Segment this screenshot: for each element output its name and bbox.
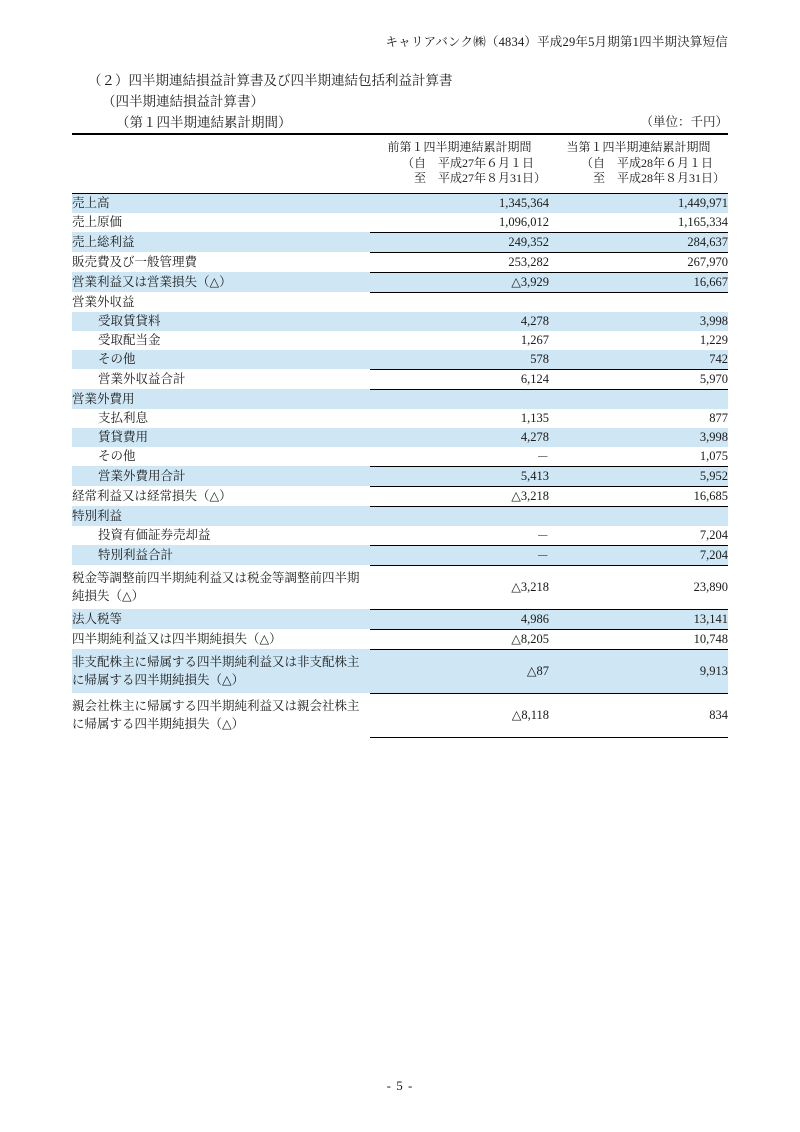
row-value-current: 13,141 bbox=[549, 609, 728, 629]
row-label: 売上総利益 bbox=[72, 232, 370, 252]
table-row bbox=[72, 545, 728, 565]
section-headings bbox=[88, 70, 453, 133]
table-row bbox=[72, 609, 728, 629]
row-value-prior: 5,413 bbox=[370, 466, 549, 486]
table-row bbox=[72, 272, 728, 292]
row-label: 特別利益 bbox=[72, 506, 370, 526]
column-header-current-period bbox=[549, 134, 728, 193]
current-period-title: 当第１四半期連結累計期間 bbox=[566, 140, 711, 154]
row-value-prior: 4,278 bbox=[370, 312, 549, 331]
table-row bbox=[72, 506, 728, 526]
table-row bbox=[72, 486, 728, 506]
row-value-current: 3,998 bbox=[549, 312, 728, 331]
row-value-current: 23,890 bbox=[549, 565, 728, 609]
row-value-prior: 6,124 bbox=[370, 369, 549, 389]
row-value-current: 1,229 bbox=[549, 331, 728, 350]
row-value-prior: △3,218 bbox=[370, 565, 549, 609]
table-row bbox=[72, 649, 728, 693]
table-row bbox=[72, 565, 728, 609]
row-label: 投資有価証券売却益 bbox=[72, 526, 370, 546]
table-row bbox=[72, 409, 728, 428]
row-value-prior: △3,929 bbox=[370, 272, 549, 292]
row-value-current: 5,952 bbox=[549, 466, 728, 486]
table-row bbox=[72, 213, 728, 233]
row-value-prior: △87 bbox=[370, 649, 549, 693]
row-value-current bbox=[549, 389, 728, 409]
row-value-current: 16,685 bbox=[549, 486, 728, 506]
row-value-prior: △8,205 bbox=[370, 629, 549, 649]
table-row bbox=[72, 331, 728, 350]
row-value-current: 7,204 bbox=[549, 545, 728, 565]
row-value-prior bbox=[370, 292, 549, 312]
row-value-current: 742 bbox=[549, 350, 728, 370]
running-header: キャリアバンク㈱（4834）平成29年5月期第1四半期決算短信 bbox=[385, 35, 728, 49]
row-label: 四半期純利益又は四半期純損失（△） bbox=[72, 629, 370, 649]
row-label: その他 bbox=[72, 447, 370, 467]
column-header-prior-period bbox=[370, 134, 549, 193]
table-row bbox=[72, 466, 728, 486]
row-value-prior: － bbox=[370, 447, 549, 467]
row-label: 特別利益合計 bbox=[72, 545, 370, 565]
table-row bbox=[72, 292, 728, 312]
row-label: 売上高 bbox=[72, 193, 370, 213]
row-label: 販売費及び一般管理費 bbox=[72, 252, 370, 272]
table-row bbox=[72, 369, 728, 389]
row-value-current: 5,970 bbox=[549, 369, 728, 389]
heading-level-1: （２）四半期連結損益計算書及び四半期連結包括利益計算書 bbox=[88, 73, 453, 88]
row-label: 営業外収益合計 bbox=[72, 369, 370, 389]
prior-period-from: （自 平成27年６月１日 bbox=[402, 155, 535, 170]
current-period-to: 至 平成28年８月31日） bbox=[581, 171, 726, 185]
row-value-current: 834 bbox=[549, 693, 728, 737]
row-value-current: 877 bbox=[549, 409, 728, 428]
table-row bbox=[72, 693, 728, 737]
row-label: 営業利益又は営業損失（△） bbox=[72, 272, 370, 292]
row-label: 売上原価 bbox=[72, 213, 370, 233]
table-row bbox=[72, 252, 728, 272]
row-label: 親会社株主に帰属する四半期純利益又は親会社株主に帰属する四半期純損失（△） bbox=[72, 693, 370, 737]
row-value-prior: 4,986 bbox=[370, 609, 549, 629]
heading-level-2: （四半期連結損益計算書） bbox=[102, 94, 264, 109]
row-label: 賃貸費用 bbox=[72, 428, 370, 447]
table-row bbox=[72, 629, 728, 649]
row-value-current: 284,637 bbox=[549, 232, 728, 252]
table-body bbox=[72, 193, 728, 737]
row-label: 法人税等 bbox=[72, 609, 370, 629]
row-value-current: 9,913 bbox=[549, 649, 728, 693]
table-row bbox=[72, 428, 728, 447]
row-label: その他 bbox=[72, 350, 370, 370]
row-value-prior bbox=[370, 389, 549, 409]
row-value-prior: 1,096,012 bbox=[370, 213, 549, 233]
table-row bbox=[72, 232, 728, 252]
current-period-from: （自 平成28年６月１日 bbox=[581, 155, 714, 170]
row-value-current: 1,165,334 bbox=[549, 213, 728, 233]
prior-period-title: 前第１四半期連結累計期間 bbox=[387, 140, 532, 154]
row-label: 受取配当金 bbox=[72, 331, 370, 350]
row-label: 支払利息 bbox=[72, 409, 370, 428]
row-value-prior bbox=[370, 506, 549, 526]
prior-period-to: 至 平成27年８月31日） bbox=[402, 171, 547, 185]
row-value-current bbox=[549, 506, 728, 526]
unit-note: （単位：千円） bbox=[640, 115, 728, 129]
row-label: 非支配株主に帰属する四半期純利益又は非支配株主に帰属する四半期純損失（△） bbox=[72, 649, 370, 693]
income-statement-table bbox=[72, 133, 728, 738]
row-value-prior: 1,135 bbox=[370, 409, 549, 428]
table-row bbox=[72, 526, 728, 546]
row-label: 税金等調整前四半期純利益又は税金等調整前四半期純損失（△） bbox=[72, 565, 370, 609]
row-value-current: 10,748 bbox=[549, 629, 728, 649]
row-value-current: 7,204 bbox=[549, 526, 728, 546]
row-value-prior: － bbox=[370, 545, 549, 565]
row-value-prior: 1,345,364 bbox=[370, 193, 549, 213]
row-value-prior: 578 bbox=[370, 350, 549, 370]
row-value-current: 3,998 bbox=[549, 428, 728, 447]
row-value-prior: 4,278 bbox=[370, 428, 549, 447]
row-value-prior: △3,218 bbox=[370, 486, 549, 506]
column-header-label bbox=[72, 134, 370, 193]
row-value-prior: △8,118 bbox=[370, 693, 549, 737]
row-value-prior: 1,267 bbox=[370, 331, 549, 350]
row-value-current: 1,449,971 bbox=[549, 193, 728, 213]
row-label: 営業外費用 bbox=[72, 389, 370, 409]
table-row bbox=[72, 350, 728, 370]
row-value-prior: 253,282 bbox=[370, 252, 549, 272]
table-row bbox=[72, 193, 728, 213]
table-row bbox=[72, 389, 728, 409]
row-label: 営業外費用合計 bbox=[72, 466, 370, 486]
row-label: 受取賃貸料 bbox=[72, 312, 370, 331]
row-value-current bbox=[549, 292, 728, 312]
heading-level-3: （第１四半期連結累計期間） bbox=[116, 115, 292, 130]
page-number: - 5 - bbox=[386, 1078, 414, 1093]
table-row bbox=[72, 312, 728, 331]
row-label: 経常利益又は経常損失（△） bbox=[72, 486, 370, 506]
table-header bbox=[72, 134, 728, 193]
row-value-current: 267,970 bbox=[549, 252, 728, 272]
row-value-prior: 249,352 bbox=[370, 232, 549, 252]
row-value-prior: － bbox=[370, 526, 549, 546]
row-value-current: 1,075 bbox=[549, 447, 728, 467]
row-value-current: 16,667 bbox=[549, 272, 728, 292]
row-label: 営業外収益 bbox=[72, 292, 370, 312]
table-row bbox=[72, 447, 728, 467]
